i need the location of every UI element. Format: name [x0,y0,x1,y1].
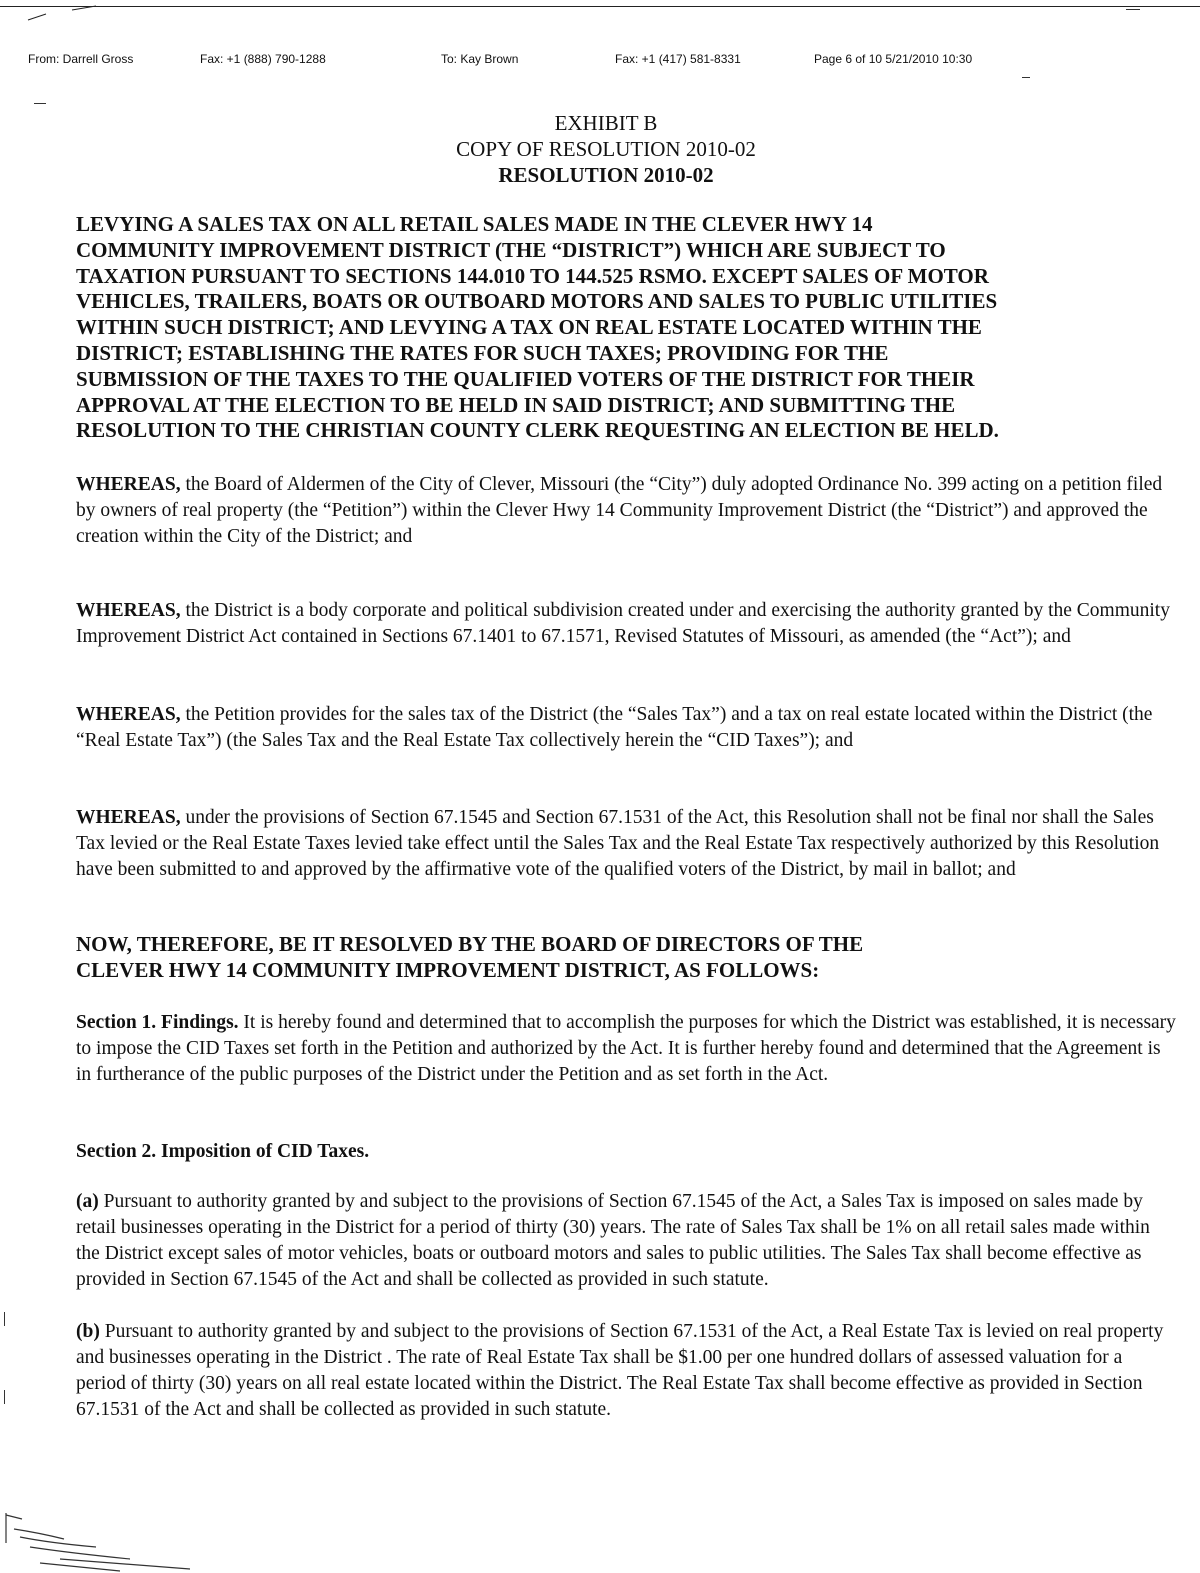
item-text: Pursuant to authority granted by and subject to the provisions of Section 67.1545 of the Act, a Sales Tax is imposed on sales made by retail businesses operating in the District for a period of thirty (30) years. The rate of Sales Tax shall be 1% on all retail sales made within the District except sales of motor vehicles, boats or outboard motors and sales to public utilities. The Sales Tax shall become effective as provided in Section 67.1545 of the Act and shall be collected as provided in such statute. [76,1191,1150,1290]
section-1-heading: Section 1. Findings. [76,1012,239,1033]
fax-to: To: Kay Brown [441,52,519,66]
fax-dash-mark [1022,77,1030,78]
section-2-item-a [76,1189,1176,1293]
whereas-lead: WHEREAS, [76,474,181,495]
section-1-findings [76,1010,1176,1088]
whereas-lead: WHEREAS, [76,807,181,828]
whereas-clause [76,702,1176,754]
whereas-lead: WHEREAS, [76,704,181,725]
item-letter: (b) [76,1321,100,1342]
scan-margin-mark [4,1390,5,1404]
whereas-text: the District is a body corporate and political subdivision created under and exercising the authority granted by the Community Improvement District Act contained in Sections 67.1401 to 67.1571, Revised Statutes of Missouri, as amended (the “Act”); and [76,600,1170,647]
handwritten-scribble [0,1503,220,1573]
fax-top-rule [0,6,1200,7]
fax-corner-mark [26,2,96,22]
whereas-clause [76,472,1176,550]
item-text: Pursuant to authority granted by and subject to the provisions of Section 67.1531 of the Act, a Real Estate Tax is levied on real property and businesses operating in the District . The rate of Real Estate Tax shall be $1.00 per one hundred dollars of assessed valuation for a period of thirty (30) years on all real estate located within the District. The Real Estate Tax shall become effective as provided in Section 67.1531 of the Act and shall be collected as provided in such statute. [76,1321,1164,1420]
resolution-title: LEVYING A SALES TAX ON ALL RETAIL SALES MADE IN THE CLEVER HWY 14 COMMUNITY IMPROVEMENT DISTRICT (THE “DISTRICT”) WHICH ARE SUBJECT TO TAXATION PURSUANT TO SECTIONS 144.010 TO 144.525 RSMO. EXCEPT SALES OF MOTOR VEHICLES, TRAILERS, BOATS OR OUTBOARD MOTORS AND SALES TO PUBLIC UTILITIES WITHIN SUCH DISTRICT; AND LEVYING A TAX ON REAL ESTATE LOCATED WITHIN THE DISTRICT; ESTABLISHING THE RATES FOR SUCH TAXES; PROVIDING FOR THE SUBMISSION OF THE TAXES TO THE QUALIFIED VOTERS OF THE DISTRICT FOR THEIR APPROVAL AT THE ELECTION TO BE HELD IN SAID DISTRICT; AND SUBMITTING THE RESOLUTION TO THE CHRISTIAN COUNTY CLERK REQUESTING AN ELECTION BE HELD. [76,212,999,443]
scan-margin-mark [4,1312,5,1326]
fax-dash-mark [1126,9,1140,10]
fax-from: From: Darrell Gross [28,52,134,66]
fax-to-number: Fax: +1 (417) 581-8331 [615,52,741,66]
section-2-item-b [76,1319,1176,1423]
whereas-lead: WHEREAS, [76,600,181,621]
fax-dash-mark [34,103,46,104]
whereas-clause [76,805,1176,883]
fax-from-number: Fax: +1 (888) 790-1288 [200,52,326,66]
whereas-text: the Board of Aldermen of the City of Clever, Missouri (the “City”) duly adopted Ordinance No. 399 acting on a petition filed by owners of real property (the “Petition”) within the Clever Hwy 14 Community Improvement District (the “District”) and approved the creation within the City of the District; and [76,474,1163,547]
whereas-text: the Petition provides for the sales tax of the District (the “Sales Tax”) and a tax on real estate located within the District (the “Real Estate Tax”) (the Sales Tax and the Real Estate Tax collectively herein the “CID Taxes”); and [76,704,1153,751]
item-letter: (a) [76,1191,99,1212]
section-2-heading: Section 2. Imposition of CID Taxes. [76,1141,370,1162]
fax-page-info: Page 6 of 10 5/21/2010 10:30 [814,52,973,66]
exhibit-label: EXHIBIT B [554,111,658,135]
whereas-text: under the provisions of Section 67.1545 and Section 67.1531 of the Act, this Resolution shall not be final nor shall the Sales Tax levied or the Real Estate Taxes levied take effect until the Sales Tax and the Real Estate Tax respectively authorized by this Resolution have been submitted to and approved by the affirmative vote of the qualified voters of the District, by mail in ballot; and [76,807,1160,880]
resolved-clause: NOW, THEREFORE, BE IT RESOLVED BY THE BOARD OF DIRECTORS OF THE CLEVER HWY 14 COMMUNITY IMPROVEMENT DISTRICT, AS FOLLOWS: [76,932,864,982]
fax-header [0,52,1200,70]
exhibit-heading [0,110,1200,188]
resolution-number: RESOLUTION 2010-02 [498,163,714,187]
copy-of-resolution-label: COPY OF RESOLUTION 2010-02 [456,137,756,161]
section-1-text: It is hereby found and determined that to accomplish the purposes for which the District was established, it is necessary to impose the CID Taxes set forth in the Petition and authorized by the Act. It is further hereby found and determined that the Agreement is in furtherance of the public purposes of the District under the Petition and as set forth in the Act. [76,1012,1176,1085]
whereas-clause [76,598,1176,650]
